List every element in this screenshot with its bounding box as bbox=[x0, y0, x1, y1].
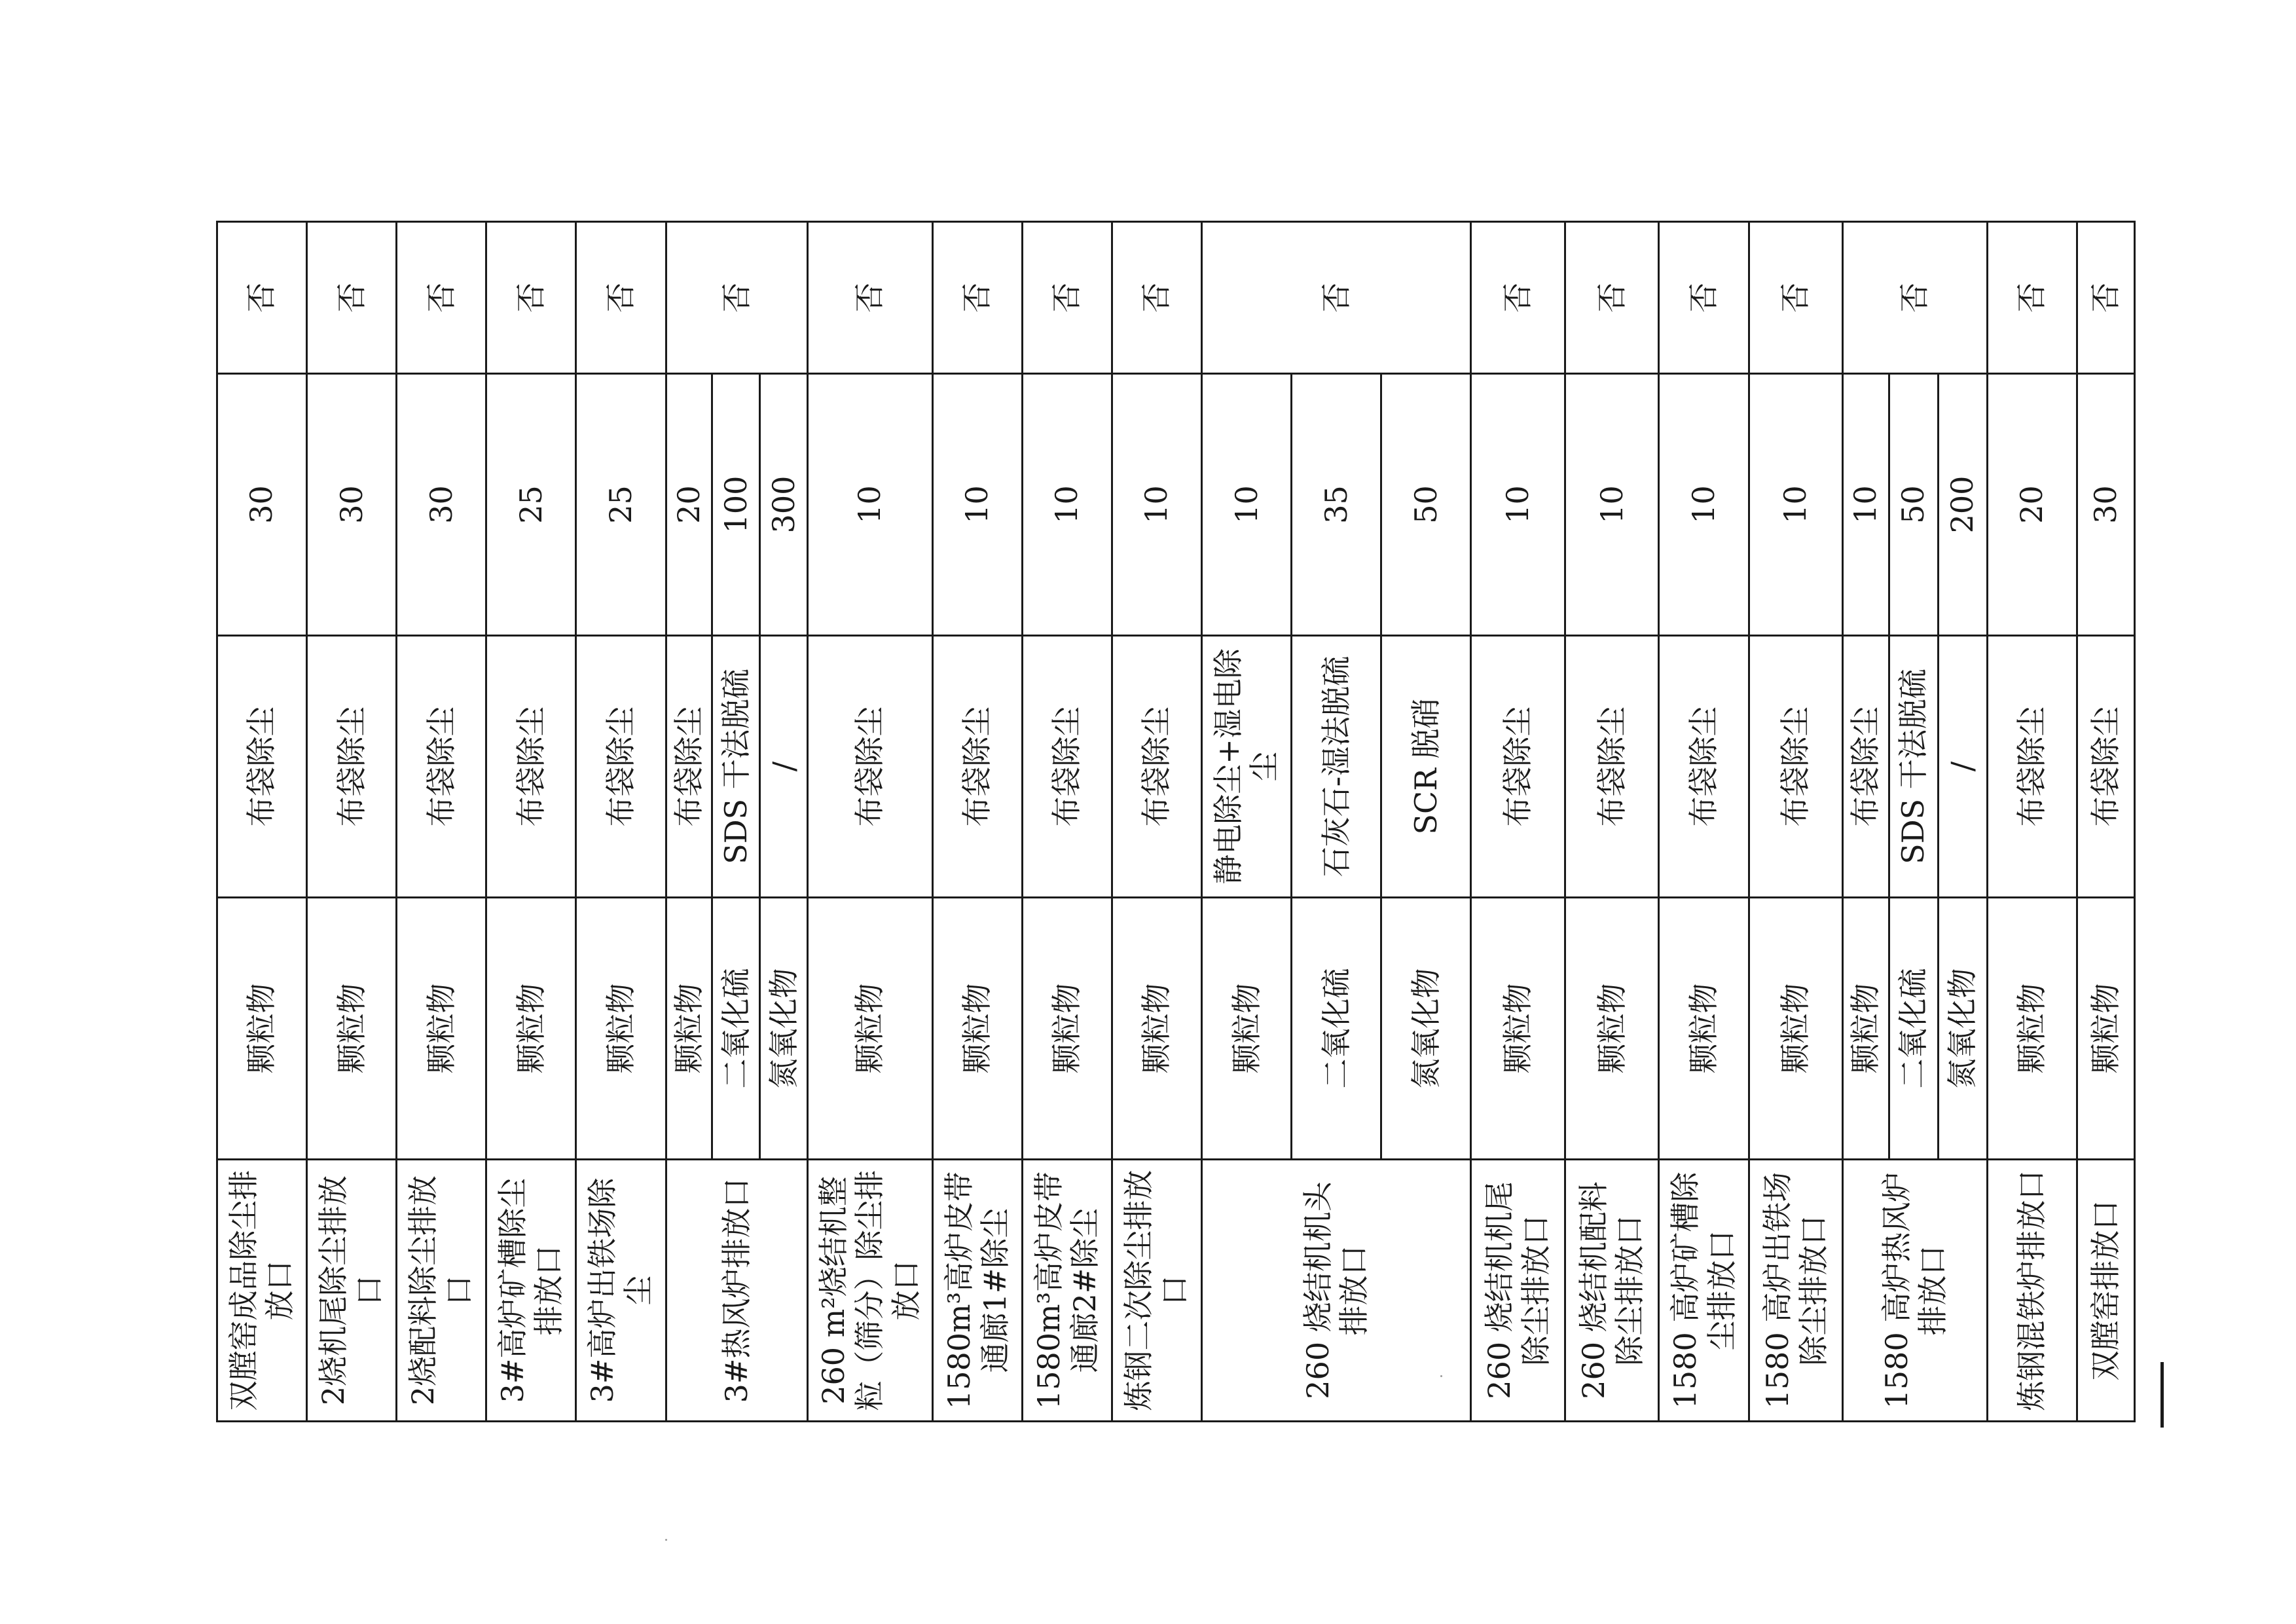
treatment-measure-cell: 布袋除尘 bbox=[1749, 636, 1843, 898]
pollutant-cell: 颗粒物 bbox=[1022, 898, 1112, 1160]
flag-cell: 否 bbox=[1987, 222, 2077, 374]
pollutant-cell: 颗粒物 bbox=[666, 898, 712, 1160]
pollutant-cell: 颗粒物 bbox=[486, 898, 576, 1160]
emission-source-cell: 260 烧结机机尾除尘排放口 bbox=[1471, 1160, 1565, 1422]
pollutant-cell: 二氧化硫 bbox=[1889, 898, 1939, 1160]
pollutant-cell: 颗粒物 bbox=[307, 898, 397, 1160]
treatment-measure-cell: / bbox=[760, 636, 808, 898]
emission-source-cell: 3#热风炉排放口 bbox=[666, 1160, 808, 1422]
table-row bbox=[1843, 222, 1889, 1422]
limit-value-cell: 30 bbox=[307, 374, 397, 636]
treatment-measure-cell: SDS 干法脱硫 bbox=[1889, 636, 1939, 898]
limit-value-cell: 50 bbox=[1381, 374, 1471, 636]
limit-value-cell: 10 bbox=[1749, 374, 1843, 636]
treatment-measure-cell: 布袋除尘 bbox=[1987, 636, 2077, 898]
emission-source-cell: 1580 高炉热风炉排放口 bbox=[1843, 1160, 1988, 1422]
table-row bbox=[932, 222, 1022, 1422]
treatment-measure-cell: 布袋除尘 bbox=[1471, 636, 1565, 898]
limit-value-cell: 35 bbox=[1292, 374, 1381, 636]
pollutant-cell: 颗粒物 bbox=[1749, 898, 1843, 1160]
pollutant-cell: 二氧化硫 bbox=[1292, 898, 1381, 1160]
emission-source-cell: 炼钢混铁炉排放口 bbox=[1987, 1160, 2077, 1422]
table-row bbox=[1749, 222, 1843, 1422]
flag-cell: 否 bbox=[1749, 222, 1843, 374]
limit-value-cell: 20 bbox=[666, 374, 712, 636]
flag-cell: 否 bbox=[1565, 222, 1659, 374]
table-row bbox=[808, 222, 933, 1422]
pollutant-cell: 颗粒物 bbox=[576, 898, 666, 1160]
limit-value-cell: 30 bbox=[217, 374, 307, 636]
emission-source-cell: 260 烧结机机头排放口 bbox=[1202, 1160, 1471, 1422]
limit-value-cell: 10 bbox=[1022, 374, 1112, 636]
emission-source-cell: 1580 高炉矿槽除尘排放口 bbox=[1659, 1160, 1749, 1422]
emission-source-cell: 3#高炉矿槽除尘排放口 bbox=[486, 1160, 576, 1422]
pollutant-cell: 颗粒物 bbox=[217, 898, 307, 1160]
flag-cell: 否 bbox=[666, 222, 808, 374]
treatment-measure-cell: 布袋除尘 bbox=[307, 636, 397, 898]
flag-cell: 否 bbox=[1022, 222, 1112, 374]
emission-source-cell: 1580 高炉出铁场除尘排放口 bbox=[1749, 1160, 1843, 1422]
pollutant-cell: 氮氧化物 bbox=[1381, 898, 1471, 1160]
treatment-measure-cell: SDS 干法脱硫 bbox=[712, 636, 760, 898]
table-row bbox=[397, 222, 486, 1422]
treatment-measure-cell: 布袋除尘 bbox=[808, 636, 933, 898]
table-row bbox=[1659, 222, 1749, 1422]
flag-cell: 否 bbox=[576, 222, 666, 374]
treatment-measure-cell: 布袋除尘 bbox=[1565, 636, 1659, 898]
table-row bbox=[666, 222, 712, 1422]
pollutant-cell: 颗粒物 bbox=[397, 898, 486, 1160]
emission-source-cell: 双膛窑排放口 bbox=[2077, 1160, 2135, 1422]
flag-cell: 否 bbox=[932, 222, 1022, 374]
pollutant-cell: 颗粒物 bbox=[2077, 898, 2135, 1160]
treatment-measure-cell: 布袋除尘 bbox=[1843, 636, 1889, 898]
table-row bbox=[2077, 222, 2135, 1422]
table-row bbox=[1565, 222, 1659, 1422]
emission-source-cell: 260 m²烧结机整粒（筛分）除尘排放口 bbox=[808, 1160, 933, 1422]
flag-cell: 否 bbox=[1202, 222, 1471, 374]
flag-cell: 否 bbox=[1659, 222, 1749, 374]
pollutant-cell: 颗粒物 bbox=[1659, 898, 1749, 1160]
flag-cell: 否 bbox=[2077, 222, 2135, 374]
flag-cell: 否 bbox=[808, 222, 933, 374]
limit-value-cell: 100 bbox=[712, 374, 760, 636]
emission-source-cell: 炼钢二次除尘排放口 bbox=[1112, 1160, 1201, 1422]
limit-value-cell: 10 bbox=[1112, 374, 1201, 636]
table-row bbox=[1022, 222, 1112, 1422]
table-row bbox=[1471, 222, 1565, 1422]
treatment-measure-cell: 布袋除尘 bbox=[576, 636, 666, 898]
pollutant-cell: 颗粒物 bbox=[1202, 898, 1292, 1160]
treatment-measure-cell: 布袋除尘 bbox=[217, 636, 307, 898]
flag-cell: 否 bbox=[1843, 222, 1988, 374]
page-edge-mark bbox=[2160, 1362, 2164, 1428]
limit-value-cell: 30 bbox=[397, 374, 486, 636]
pollutant-cell: 颗粒物 bbox=[1471, 898, 1565, 1160]
limit-value-cell: 25 bbox=[576, 374, 666, 636]
limit-value-cell: 10 bbox=[1471, 374, 1565, 636]
limit-value-cell: 10 bbox=[1659, 374, 1749, 636]
limit-value-cell: 200 bbox=[1938, 374, 1987, 636]
limit-value-cell: 20 bbox=[1987, 374, 2077, 636]
table-row bbox=[576, 222, 666, 1422]
table-row bbox=[1112, 222, 1201, 1422]
treatment-measure-cell: 布袋除尘 bbox=[1112, 636, 1201, 898]
emission-standards-table bbox=[216, 221, 2136, 1422]
pollutant-cell: 颗粒物 bbox=[1987, 898, 2077, 1160]
pollutant-cell: 颗粒物 bbox=[932, 898, 1022, 1160]
emission-source-cell: 1580m³高炉皮带通廊1#除尘 bbox=[932, 1160, 1022, 1422]
emission-source-cell: 3#高炉出铁场除尘 bbox=[576, 1160, 666, 1422]
limit-value-cell: 30 bbox=[2077, 374, 2135, 636]
pollutant-cell: 颗粒物 bbox=[808, 898, 933, 1160]
treatment-measure-cell: 布袋除尘 bbox=[1022, 636, 1112, 898]
pollutant-cell: 氮氧化物 bbox=[1938, 898, 1987, 1160]
pollutant-cell: 氮氧化物 bbox=[760, 898, 808, 1160]
limit-value-cell: 25 bbox=[486, 374, 576, 636]
treatment-measure-cell: / bbox=[1938, 636, 1987, 898]
treatment-measure-cell: 布袋除尘 bbox=[1659, 636, 1749, 898]
limit-value-cell: 10 bbox=[1843, 374, 1889, 636]
emission-source-cell: 2烧机尾除尘排放口 bbox=[307, 1160, 397, 1422]
treatment-measure-cell: 布袋除尘 bbox=[2077, 636, 2135, 898]
treatment-measure-cell: 布袋除尘 bbox=[666, 636, 712, 898]
emission-source-cell: 260 烧结机配料除尘排放口 bbox=[1565, 1160, 1659, 1422]
flag-cell: 否 bbox=[1112, 222, 1201, 374]
flag-cell: 否 bbox=[217, 222, 307, 374]
flag-cell: 否 bbox=[486, 222, 576, 374]
pollutant-cell: 颗粒物 bbox=[1565, 898, 1659, 1160]
treatment-measure-cell: 布袋除尘 bbox=[486, 636, 576, 898]
limit-value-cell: 10 bbox=[932, 374, 1022, 636]
emission-source-cell: 2烧配料除尘排放口 bbox=[397, 1160, 486, 1422]
limit-value-cell: 10 bbox=[1565, 374, 1659, 636]
pollutant-cell: 颗粒物 bbox=[1112, 898, 1201, 1160]
limit-value-cell: 10 bbox=[808, 374, 933, 636]
pollutant-cell: 颗粒物 bbox=[1843, 898, 1889, 1160]
emission-source-cell: 1580m³高炉皮带通廊2#除尘 bbox=[1022, 1160, 1112, 1422]
treatment-measure-cell: 石灰石-湿法脱硫 bbox=[1292, 636, 1381, 898]
table-row bbox=[217, 222, 307, 1422]
table-rotated-wrapper bbox=[216, 223, 2136, 1422]
treatment-measure-cell: 布袋除尘 bbox=[397, 636, 486, 898]
treatment-measure-cell: 布袋除尘 bbox=[932, 636, 1022, 898]
treatment-measure-cell: SCR 脱硝 bbox=[1381, 636, 1471, 898]
pollutant-cell: 二氧化硫 bbox=[712, 898, 760, 1160]
table-row bbox=[307, 222, 397, 1422]
scan-speck bbox=[665, 1539, 667, 1541]
flag-cell: 否 bbox=[307, 222, 397, 374]
table-row bbox=[486, 222, 576, 1422]
limit-value-cell: 300 bbox=[760, 374, 808, 636]
emission-source-cell: 双膛窑成品除尘排放口 bbox=[217, 1160, 307, 1422]
treatment-measure-cell: 静电除尘+湿电除尘 bbox=[1202, 636, 1292, 898]
flag-cell: 否 bbox=[1471, 222, 1565, 374]
scan-speck bbox=[1440, 1375, 1442, 1377]
table-row bbox=[1987, 222, 2077, 1422]
table-row bbox=[1202, 222, 1292, 1422]
flag-cell: 否 bbox=[397, 222, 486, 374]
limit-value-cell: 10 bbox=[1202, 374, 1292, 636]
limit-value-cell: 50 bbox=[1889, 374, 1939, 636]
